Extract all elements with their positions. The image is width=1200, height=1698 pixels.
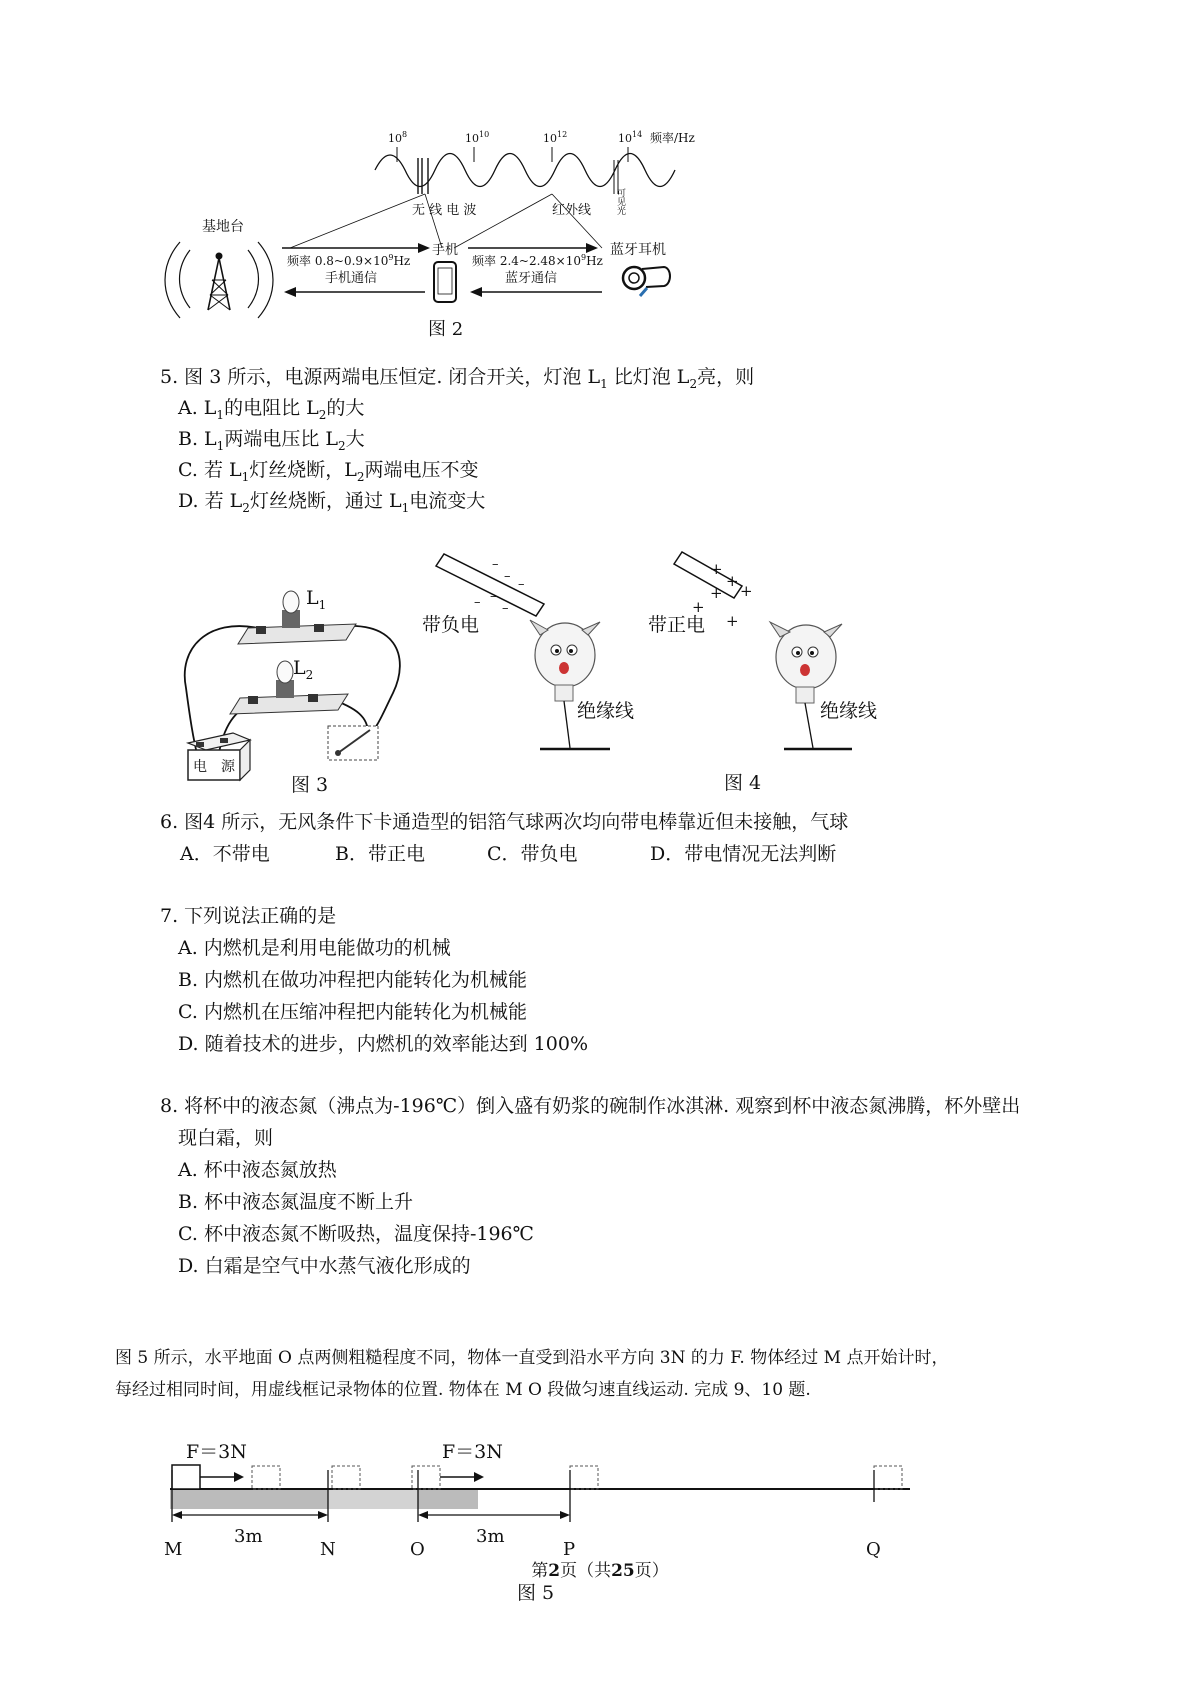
frequency-axis xyxy=(388,130,695,162)
question-8-stem-line2: 现白霜，则 xyxy=(178,1127,274,1149)
question-6-option-a: A．不带电 xyxy=(180,843,270,865)
bulb-l2-label: $L_2$ xyxy=(293,657,314,682)
position-box-4 xyxy=(412,1466,440,1489)
svg-text:+: + xyxy=(710,560,723,578)
freq-tick-4: $10^{14}$ xyxy=(618,130,643,145)
power-supply-label: 电 源 xyxy=(193,759,235,775)
earphone-icon xyxy=(623,267,670,296)
force-label-left: F＝3N xyxy=(186,1441,247,1463)
figure-4 xyxy=(422,550,930,780)
point-o: O xyxy=(410,1539,425,1560)
svg-text:+: + xyxy=(710,584,723,602)
figure-4-caption: 图 4 xyxy=(724,772,762,794)
question-8-option-b: B. 杯中液态氮温度不断上升 xyxy=(178,1191,414,1213)
bulb-l1-label: $L_1$ xyxy=(306,587,327,612)
question-5-option-c: C. 若 $L_1$灯丝烧断，$L_2$两端电压不变 xyxy=(178,459,479,484)
freq-unit-label: 频率/Hz xyxy=(650,131,695,145)
svg-text:–: – xyxy=(518,577,525,592)
freq-tick-2: $10^{10}$ xyxy=(465,130,490,145)
freq-tick-1: $10^8$ xyxy=(388,130,408,145)
band-visible-label: 可见光 xyxy=(615,188,625,215)
negative-rod xyxy=(436,554,544,616)
freq-tick-3: $10^{12}$ xyxy=(543,130,568,145)
intro-q9-q10-line1: 图 5 所示，水平地面 O 点两侧粗糙程度不同，物体一直受到沿水平方向 3N 的力 F. 物体经过 M 点开始计时， xyxy=(115,1348,949,1368)
distance-label-op: 3m xyxy=(476,1526,505,1547)
thread-label-2: 绝缘线 xyxy=(820,700,878,722)
phone-label: 手机 xyxy=(432,243,459,258)
svg-text:–: – xyxy=(504,569,511,584)
phone-comm-label: 手机通信 xyxy=(325,271,378,286)
force-label-right: F＝3N xyxy=(442,1441,503,1463)
point-n: N xyxy=(320,1539,336,1560)
figure-3 xyxy=(178,558,428,788)
question-7-option-a: A. 内燃机是利用电能做功的机械 xyxy=(178,937,451,959)
svg-text:+: + xyxy=(692,598,705,616)
point-q: Q xyxy=(866,1539,881,1560)
svg-text:–: – xyxy=(492,557,499,572)
em-wave xyxy=(375,154,675,187)
question-7-option-c: C. 内燃机在压缩冲程把内能转化为机械能 xyxy=(178,1001,527,1023)
position-box-6 xyxy=(874,1466,902,1489)
page-number: 第2页（共25页） xyxy=(531,1561,669,1581)
position-box-2 xyxy=(252,1466,280,1489)
svg-text:+: + xyxy=(726,572,739,590)
bulb-l2-board xyxy=(230,661,348,714)
question-6-option-c: C．带负电 xyxy=(487,843,578,865)
bluetooth-comm-frequency: 频率 $2.4\sim 2.48\times 10^9Hz$ xyxy=(472,253,603,268)
svg-text:–: – xyxy=(502,601,509,616)
figure-2 xyxy=(150,130,910,365)
band-infrared-label: 红外线 xyxy=(552,203,592,218)
figure-3-caption: 图 3 xyxy=(291,774,329,796)
svg-text:–: – xyxy=(474,595,481,610)
rough-segment-mn xyxy=(170,1489,478,1509)
question-5-option-b: B. $L_1$两端电压比 $L_2$大 xyxy=(178,428,365,453)
svg-text:–: – xyxy=(490,589,497,604)
thread-label-1: 绝缘线 xyxy=(577,700,635,722)
question-7-option-d: D. 随着技术的进步，内燃机的效率能达到 100% xyxy=(178,1033,588,1055)
base-station-label: 基地台 xyxy=(202,219,244,235)
question-8-option-a: A. 杯中液态氮放热 xyxy=(178,1159,337,1181)
position-box-3 xyxy=(332,1466,360,1489)
svg-text:+: + xyxy=(740,582,753,600)
balloon-cartoon-icon-1 xyxy=(530,620,600,701)
position-box-5 xyxy=(570,1466,598,1489)
switch-icon xyxy=(328,726,378,760)
object-block xyxy=(172,1465,200,1489)
point-p: P xyxy=(563,1539,576,1560)
band-radio-label: 无 线 电 波 xyxy=(412,203,477,218)
question-6-option-b: B．带正电 xyxy=(335,843,425,865)
figure-5-caption: 图 5 xyxy=(517,1582,555,1604)
question-7-stem: 7. 下列说法正确的是 xyxy=(160,905,337,927)
question-8-option-c: C. 杯中液态氮不断吸热，温度保持-196℃ xyxy=(178,1223,534,1245)
question-6-option-d: D．带电情况无法判断 xyxy=(650,843,837,865)
question-8-stem-line1: 8. 将杯中的液态氮（沸点为-196℃）倒入盛有奶浆的碗制作冰淇淋. 观察到杯中液态氮沸腾，杯外壁出 xyxy=(160,1095,1021,1117)
phone-icon xyxy=(434,262,456,302)
bulb-l1-board xyxy=(238,591,356,644)
intro-q9-q10-line2: 每经过相同时间，用虚线框记录物体的位置. 物体在 M O 段做匀速直线运动. 完成 9、10 题. xyxy=(115,1380,811,1400)
question-8-option-d: D. 白霜是空气中水蒸气液化形成的 xyxy=(178,1255,471,1277)
negative-rod-label: 带负电 xyxy=(422,614,480,636)
svg-text:+: + xyxy=(726,612,739,630)
base-station-tower-icon xyxy=(165,242,273,318)
point-m: M xyxy=(164,1539,183,1560)
positive-rod-label: 带正电 xyxy=(648,614,706,636)
phone-comm-frequency: 频率 $0.8\sim 0.9\times 10^9Hz$ xyxy=(287,253,411,268)
question-5-option-a: A. $L_1$的电阻比 $L_2$的大 xyxy=(178,397,365,422)
bluetooth-comm-label: 蓝牙通信 xyxy=(505,271,558,286)
figure-2-caption: 图 2 xyxy=(428,319,464,340)
rough-segment-no xyxy=(328,1489,418,1509)
question-6-stem: 6. 图4 所示，无风条件下卡通造型的铝箔气球两次均向带电棒靠近但未接触，气球 xyxy=(160,811,849,833)
question-7-option-b: B. 内燃机在做功冲程把内能转化为机械能 xyxy=(178,969,528,991)
question-5-stem: 5. 图 3 所示，电源两端电压恒定. 闭合开关，灯泡 $L_1$ 比灯泡 $L_2$亮，则 xyxy=(160,366,755,391)
distance-label-mn: 3m xyxy=(234,1526,263,1547)
balloon-cartoon-icon-2 xyxy=(770,622,842,703)
earphone-label: 蓝牙耳机 xyxy=(610,242,666,258)
question-5-option-d: D. 若 $L_2$灯丝烧断，通过 $L_1$电流变大 xyxy=(178,490,486,515)
